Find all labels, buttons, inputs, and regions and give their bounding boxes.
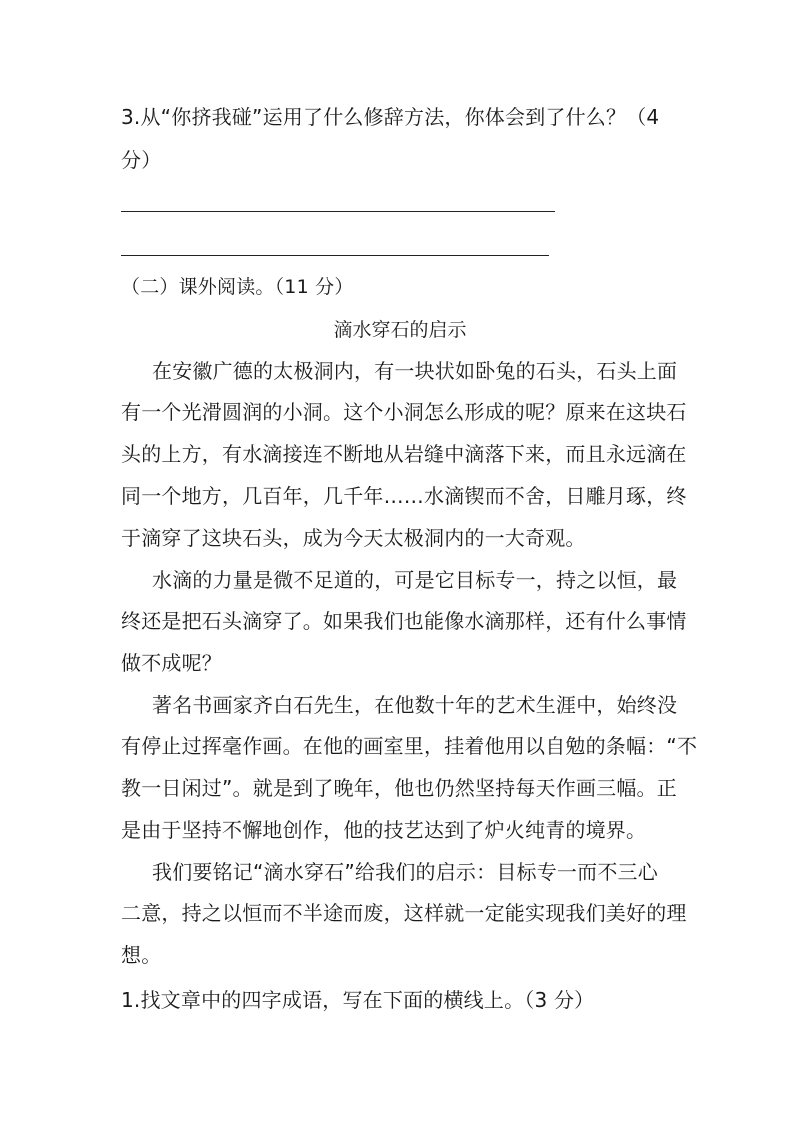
passage-p4-line-2: 二意，持之以恒而不半途而废，这样就一定能实现我们美好的理	[121, 901, 687, 925]
passage-p3-line-4: 是由于坚持不懈地创作，他的技艺达到了炉火纯青的境界。	[121, 818, 647, 842]
passage-p2-line-3: 做不成呢？	[121, 651, 222, 675]
section-heading: （二）课外阅读。（11 分）	[121, 276, 354, 298]
passage-p1-line-4: 同一个地方，几百年，几千年……水滴锲而不舍，日雕月琢，终	[121, 484, 687, 508]
answer-line-1[interactable]	[121, 211, 555, 212]
passage-p3-line-2: 有停止过挥毫作画。在他的画室里，挂着他用以自勉的条幅：“不	[121, 734, 698, 758]
passage-p2-line-2: 终还是把石头滴穿了。如果我们也能像水滴那样，还有什么事情	[121, 609, 687, 633]
question-3-line-1: 3.从“你挤我碰”运用了什么修辞方法，你体会到了什么？（4	[121, 105, 660, 129]
question-3-line-2: 分）	[121, 148, 162, 172]
question-1: 1.找文章中的四字成语，写在下面的横线上。（3 分）	[121, 988, 595, 1012]
passage-title: 滴水穿石的启示	[333, 319, 467, 341]
passage-p3-line-3: 教一日闲过”。就是到了晚年，他也仍然坚持每天作画三幅。正	[121, 776, 677, 800]
passage-p4-line-3: 想。	[121, 943, 162, 967]
passage-p1-line-5: 于滴穿了这块石头，成为今天太极洞内的一大奇观。	[121, 526, 586, 550]
passage-p1-line-1: 在安徽广德的太极洞内，有一块状如卧兔的石头，石头上面	[152, 359, 678, 383]
passage-p2-line-1: 水滴的力量是微不足道的，可是它目标专一，持之以恒，最	[152, 568, 678, 592]
passage-p1-line-3: 头的上方，有水滴接连不断地从岩缝中滴落下来，而且永远滴在	[121, 442, 687, 466]
passage-p1-line-2: 有一个光滑圆润的小洞。这个小洞怎么形成的呢？原来在这块石	[121, 400, 687, 424]
passage-p4-line-1: 我们要铭记“滴水穿石”给我们的启示：目标专一而不三心	[152, 860, 658, 884]
answer-line-2[interactable]	[121, 255, 549, 256]
passage-p3-line-1: 著名书画家齐白石先生，在他数十年的艺术生涯中，始终没	[152, 693, 678, 717]
